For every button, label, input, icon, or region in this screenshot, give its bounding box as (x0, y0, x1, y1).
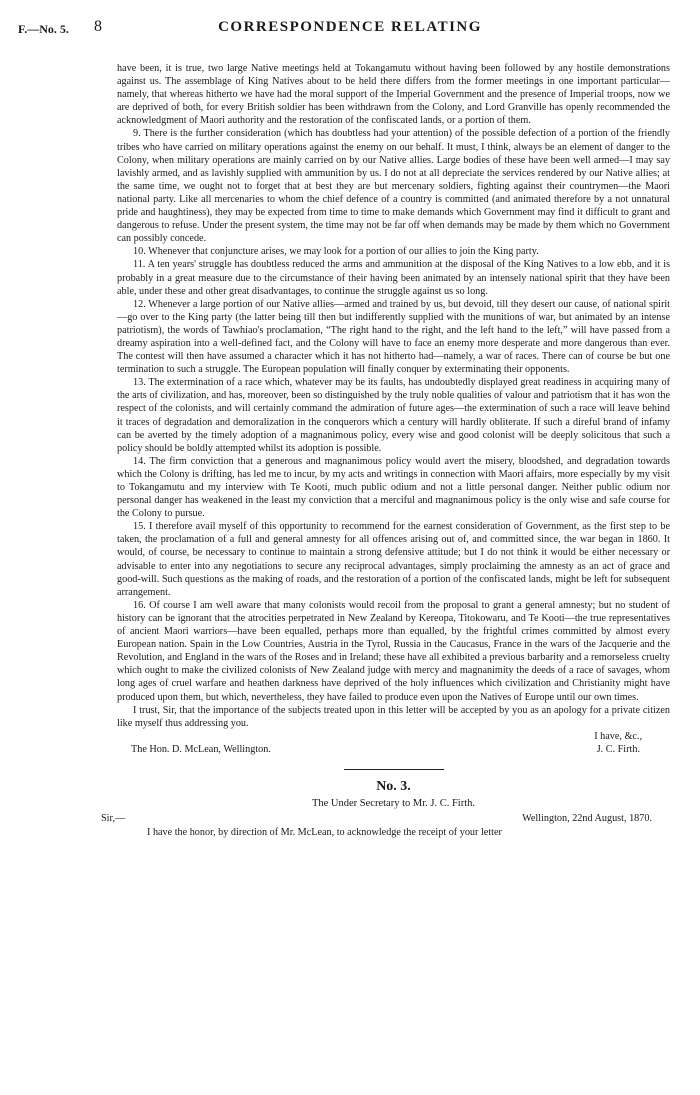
running-title: CORRESPONDENCE RELATING (218, 19, 482, 35)
section-divider (344, 769, 444, 770)
paragraph-12: 12. Whenever a large portion of our Native allies—armed and trained by us, but devoid, till they desert our cause, of national spirit—go over to the King party (the latter being till then but indifferently supplied with the munitions of war, but animated by an intense patriotism), the words of Tawhiao's proclamation, “The right hand to the right, and the left hand to the left,” will have passed from a dreamy aspiration into a well-defined fact, and the Colony will have to face an enemy more desperate and more dangerous than ever. The contest will then have assumed a character which it has not hitherto had—namely, a war of races. There can of course be but one termination to such a struggle. The European population will finally conquer by exterminating their opponents. (117, 298, 670, 376)
paragraph-15: 15. I therefore avail myself of this opportunity to recommend for the earnest consideration of Government, as the first step to be taken, the proclamation of a full and general amnesty for all offences arising out of, and committed since, the war began in 1860. It would, of course, be necessary to continue to maintain a strong defensive attitude; but I do not think it would be either necessary or advisable to enter into any negotiations to secure any reciprocal advantages, simply proclaiming the amnesty as an act of grace and good-will. Such questions as the making of roads, and the restoration of a portion of the confiscated lands, might be left for subsequent arrangement. (117, 521, 670, 598)
paragraph-13: 13. The extermination of a race which, whatever may be its faults, has undoubtedly displayed great readiness in acquiring many of the arts of civilization, and has, moreover, been so distinguished by the truly noble qualities of valour and patriotism that it has won the respect of the colonists, and will certainly command the admiration of future ages—the extermination of such a race will leave behind it traces of degradation and demoralization in the conquerors which a century will hardly obliterate. If such a direful brand of infamy can be averted by the timely adoption of a magnanimous policy, every wise and good colonist will be deeply solicitous that such a policy should be boldly attempted whilst its adoption is possible. (117, 377, 670, 454)
signature-line (117, 743, 670, 757)
paragraph-9: 9. There is the further consideration (which has doubtless had your attention) of the possible defection of a portion of the friendly tribes who have carried on military operations against the enemy on our behalf. It must, I think, always be an element of danger to the Colony, when military operations are mainly carried on by our Native allies. Large bodies of these have been well armed—I may say lavishly armed, and as lavishly supplied with ammunition by us. I do not at all depreciate the services rendered by our Native allies; at the same time, we ought not to forget that at best they are but mercenary soldiers, fighting against their countrymen—the Maori national party. Like all mercenaries to whom the chief defence of a country is committed (and animated therefore by a not unnatural pride and haughtiness), they may be expected from time to time to make demands which Government may find it difficult to grant and dangerous to refuse. Under the present system, the time may not be far off when demands may be made by them which no Government can possibly concede. (117, 128, 670, 245)
letter-date: Wellington, 22nd August, 1870. (522, 813, 652, 825)
closing-paragraph: I trust, Sir, that the importance of the subjects treated upon in this letter will be accepted by you as an apology for a private citizen like myself thus addressing you. (117, 704, 670, 729)
paragraph-14: 14. The firm conviction that a generous and magnanimous policy would avert the misery, bloodshed, and degradation towards which the Colony is drifting, has led me to incur, by my acts and writings in connection with Maori affairs, more especially by my visit to Tokangamutu and my interview with Te Kooti, much public odium and not a little personal danger. Neither public odium nor personal danger has weakened in the least my conviction that a merciful and magnanimous policy is the only wise and safe course for the Colony to pursue. (117, 455, 670, 520)
addressee: The Hon. D. McLean, Wellington. (131, 743, 271, 755)
page-header (0, 18, 700, 40)
valediction: I have, &c., (594, 730, 642, 742)
dateline (101, 812, 670, 826)
paragraph-10: 10. Whenever that conjuncture arises, we may look for a portion of our allies to join the King party. (133, 246, 539, 258)
letter-subheading: The Under Secretary to Mr. J. C. Firth. (311, 797, 475, 809)
paragraph-11: 11. A ten years' struggle has doubtless reduced the arms and ammunition at the disposal of the King Natives to a low ebb, and it is probably in a great measure due to the circumstance of their having been animated by an intensely national spirit that they have been able, under these and other great disadvantages, to continue the struggle against us so long. (117, 259, 670, 297)
page-number: 8 (94, 18, 102, 35)
letter-number-heading: No. 3. (376, 778, 411, 794)
paragraph-continuation: have been, it is true, two large Native meetings held at Tokangamutu without having been followed by any hostile demonstrations against us. The assemblage of King Natives about to be held there differs from the former meetings in one important particular—namely, that whereas hitherto we have had the moral support of the Imperial Government and the presence of Imperial troops, now we are deprived of both, for every British soldier has been withdrawn from the Colony, and Lord Granville has openly recommended the acknowledgment of Maori authority and the restoration of the confiscated lands, or a portion of them. (117, 63, 670, 127)
next-letter-opening: I have the honor, by direction of Mr. McLean, to acknowledge the receipt of your letter (147, 827, 502, 839)
letter-body (101, 62, 670, 839)
salutation: Sir,— (101, 813, 126, 825)
signature: J. C. Firth. (596, 743, 640, 755)
paragraph-16: 16. Of course I am well aware that many colonists would recoil from the proposal to grant a general amnesty; but no student of history can be ignorant that the atrocities perpetrated in New Zealand by Kereopa, Titokowaru, and Te Kooti—the true representatives of ancient Maori warriors—have been equalled, perhaps more than equalled, by the frightful crimes committed by almost every European nation. Spain in the Low Countries, Austria in the Tyrol, Russia in the Caucasus, France in the wars of the Jacquerie and the Revolution, and England in the wars of the Roses and in Ireland; these have all exhibited a previous barbarity and a remorseless cruelty which ought to make the civilized colonists of New Zealand judge with mercy and magnanimity the deeds of a race of savages, whom long ages of cruel warfare and heathen darkness have deprived of the holy influences which civilization and Christianity might have produced upon them, but which, nevertheless, they have failed to produce even upon the Natives of Europe until our own times. (117, 599, 670, 703)
document-reference: F.—No. 5. (18, 22, 69, 36)
